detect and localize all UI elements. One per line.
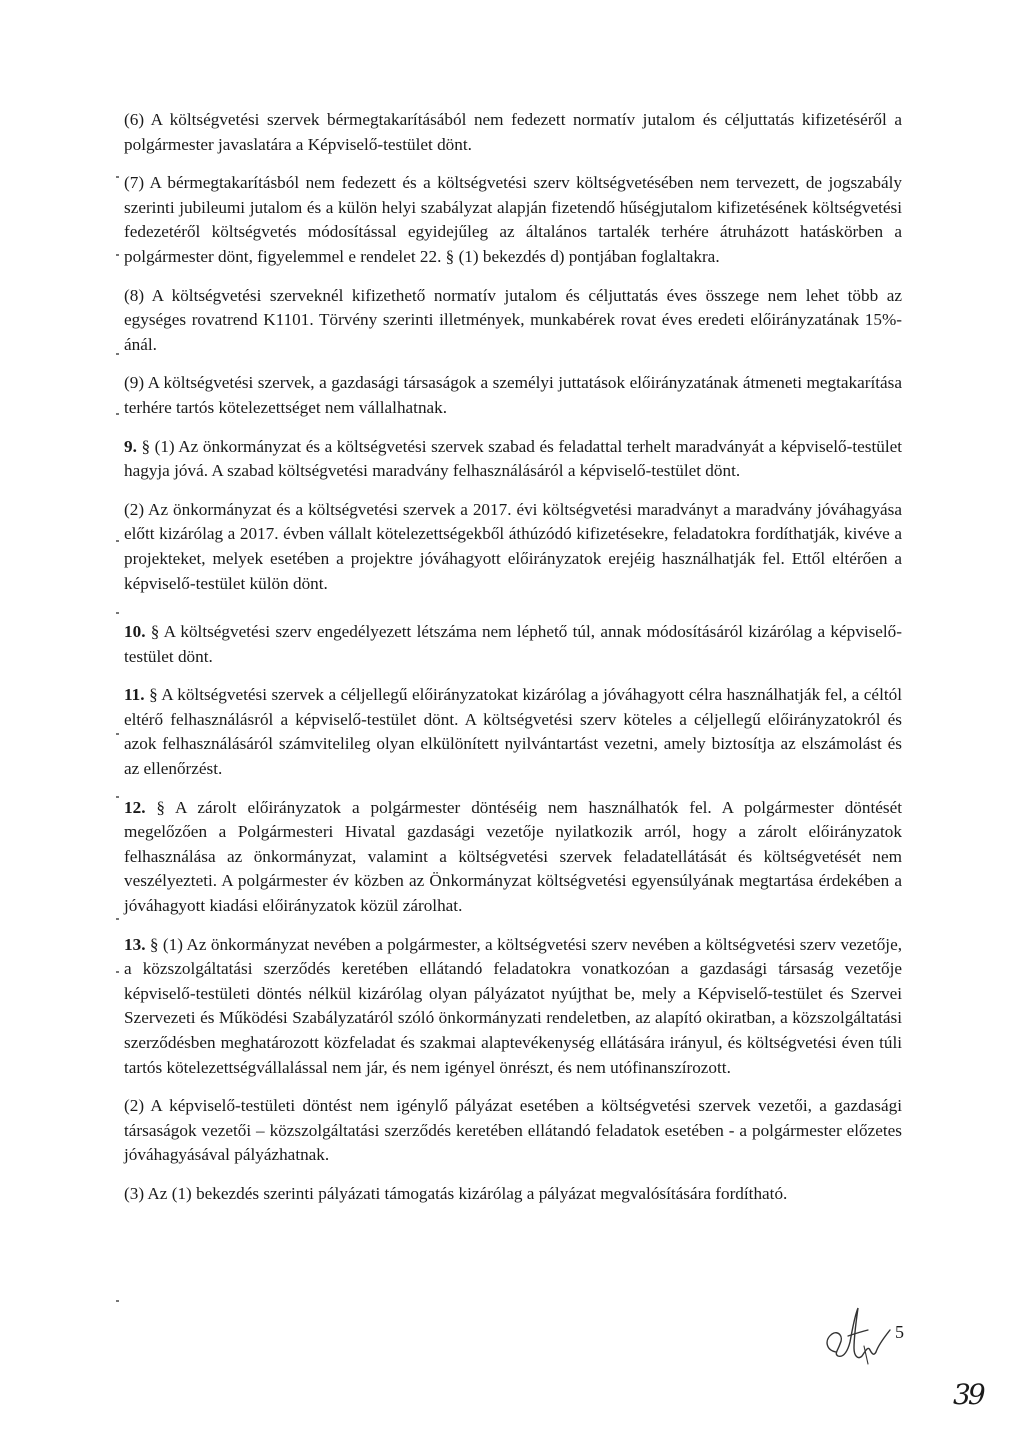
paragraph-8-7: (7) A bérmegtakarításból nem fedezett és a költségvetési szerv költségvetésében nem tervezett, de jogszabály szerinti jubileumi jutalom és a külön helyi szabályzat alapján fizetendő hűségjutalom kifizetésének költségvetési fedezetéről költségvetés módosítással egyidejűleg az általános tartalék terhére átruházott hatáskörben a polgármester dönt, figyelemmel e rendelet 22. § (1) bekezdés d) pontjában foglaltakra. [124, 173, 902, 266]
margin-mark [116, 254, 119, 256]
signature-icon [808, 1290, 898, 1370]
margin-mark [116, 413, 119, 415]
page-number: 5 [895, 1322, 904, 1342]
section-13-1: 13. § (1) Az önkormányzat nevében a polgármester, a költségvetési szerv nevében a költségvetési szerv vezetője, a közszolgáltatási szerződés keretében ellátandó feladatokra vonatkozóan a gazdasági társaság vezetője képviselő-testületi döntés nélkül kizárólag olyan pályázatot nyújthat be, mely a Képviselő-testület és Szervei Szervezeti és Működési Szabályzatáról szóló önkormányzati rendeletben, az alapító okiratban, a közszolgáltatási szerződésben meghatározott közfeladat és szakmai alaptevékenység ellátására irányul, és költségvetési éven túli tartós kötelezettségvállalással nem jár, és nem igényel önrészt, és nem utófinanszírozott. [124, 934, 902, 1077]
section-10: 10. § A költségvetési szerv engedélyezett létszáma nem léphető túl, annak módosításáról kizárólag a képviselő-testület dönt. [124, 622, 902, 666]
margin-mark [116, 796, 119, 798]
section-13-3: (3) Az (1) bekezdés szerinti pályázati támogatás kizárólag a pályázat megvalósítására fordítható. [124, 1183, 788, 1203]
handwritten-page-number: 39 [953, 1378, 983, 1411]
margin-mark [116, 918, 119, 920]
margin-mark [116, 540, 119, 542]
section-number: 11. [124, 685, 145, 705]
margin-mark [116, 353, 119, 355]
section-number: 12. [124, 797, 146, 817]
document-body [124, 108, 902, 1221]
section-13-2: (2) A képviselő-testületi döntést nem igénylő pályázat esetében a költségvetési szervek vezetői, a gazdasági társaságok vezetői – közszolgáltatási szerződés keretében ellátandó feladatok esetében - a polgármester előzetes jóváhagyásával pályázhatnak. [124, 1096, 902, 1165]
margin-mark [116, 733, 119, 735]
margin-mark [116, 971, 119, 973]
section-12: 12. § A zárolt előirányzatok a polgármester döntéséig nem használhatók fel. A polgármester döntését megelőzően a Polgármesteri Hivatal gazdasági vezetője nyilatkozik arról, hogy a zárolt előirányzatok felhasználása az önkormányzat, valamint a költségvetési szervek feladatellátását és költségvetését nem veszélyezteti. A polgármester év közben az Önkormányzat költségvetési egyensúlyának megtartása érdekében a jóváhagyott kiadási előirányzatok közül zárolhat. [124, 797, 902, 916]
section-11: 11. § A költségvetési szervek a céljellegű előirányzatokat kizárólag a jóváhagyott célra használhatják fel, a céltól eltérő felhasználásról a képviselő-testület dönt. A költségvetési szerv köteles a céljellegű előirányzatokról és azok felhasználásáról számvitelileg olyan elkülönített nyilvántartást vezetni, amely biztosítja az elszámolást és az ellenőrzést. [124, 685, 902, 779]
section-number: 13. [124, 934, 146, 954]
section-9-1: 9. § (1) Az önkormányzat és a költségvetési szervek szabad és feladattal terhelt maradványát a képviselő-testület hagyja jóvá. A szabad költségvetési maradvány felhasználásáról a képviselő-testület dönt. [124, 436, 902, 481]
paragraph-8-6: (6) A költségvetési szervek bérmegtakarításából nem fedezett normatív jutalom és céljuttatás kifizetéséről a polgármester javaslatára a Képviselő-testület dönt. [124, 110, 902, 154]
margin-mark [116, 176, 119, 178]
section-number: 10. [124, 622, 146, 642]
margin-mark [116, 612, 119, 614]
paragraph-8-9: (9) A költségvetési szervek, a gazdasági társaságok a személyi juttatások előirányzatának átmeneti megtakarítása terhére tartós kötelezettséget nem vállalhatnak. [124, 373, 902, 417]
paragraph-8-8: (8) A költségvetési szerveknél kifizethető normatív jutalom és céljuttatás éves összege nem lehet több az egységes rovatrend K1101. Törvény szerinti illetmények, munkabérek rovat éves eredeti előirányzatának 15%-ánál. [124, 285, 902, 354]
margin-mark [116, 1300, 119, 1302]
section-9-2: (2) Az önkormányzat és a költségvetési szervek a 2017. évi költségvetési maradványt a maradvány jóváhagyása előtt kizárólag a 2017. évben vállalt kötelezettségekből áthúzódó kifizetésekre, feladatokra fordíthatják, kivéve a projekteket, melyek esetében a projektre jóváhagyott előirányzatok erejéig használhatják fel. Ettől eltérően a képviselő-testület külön dönt. [124, 499, 902, 593]
section-number: 9. [124, 436, 137, 456]
